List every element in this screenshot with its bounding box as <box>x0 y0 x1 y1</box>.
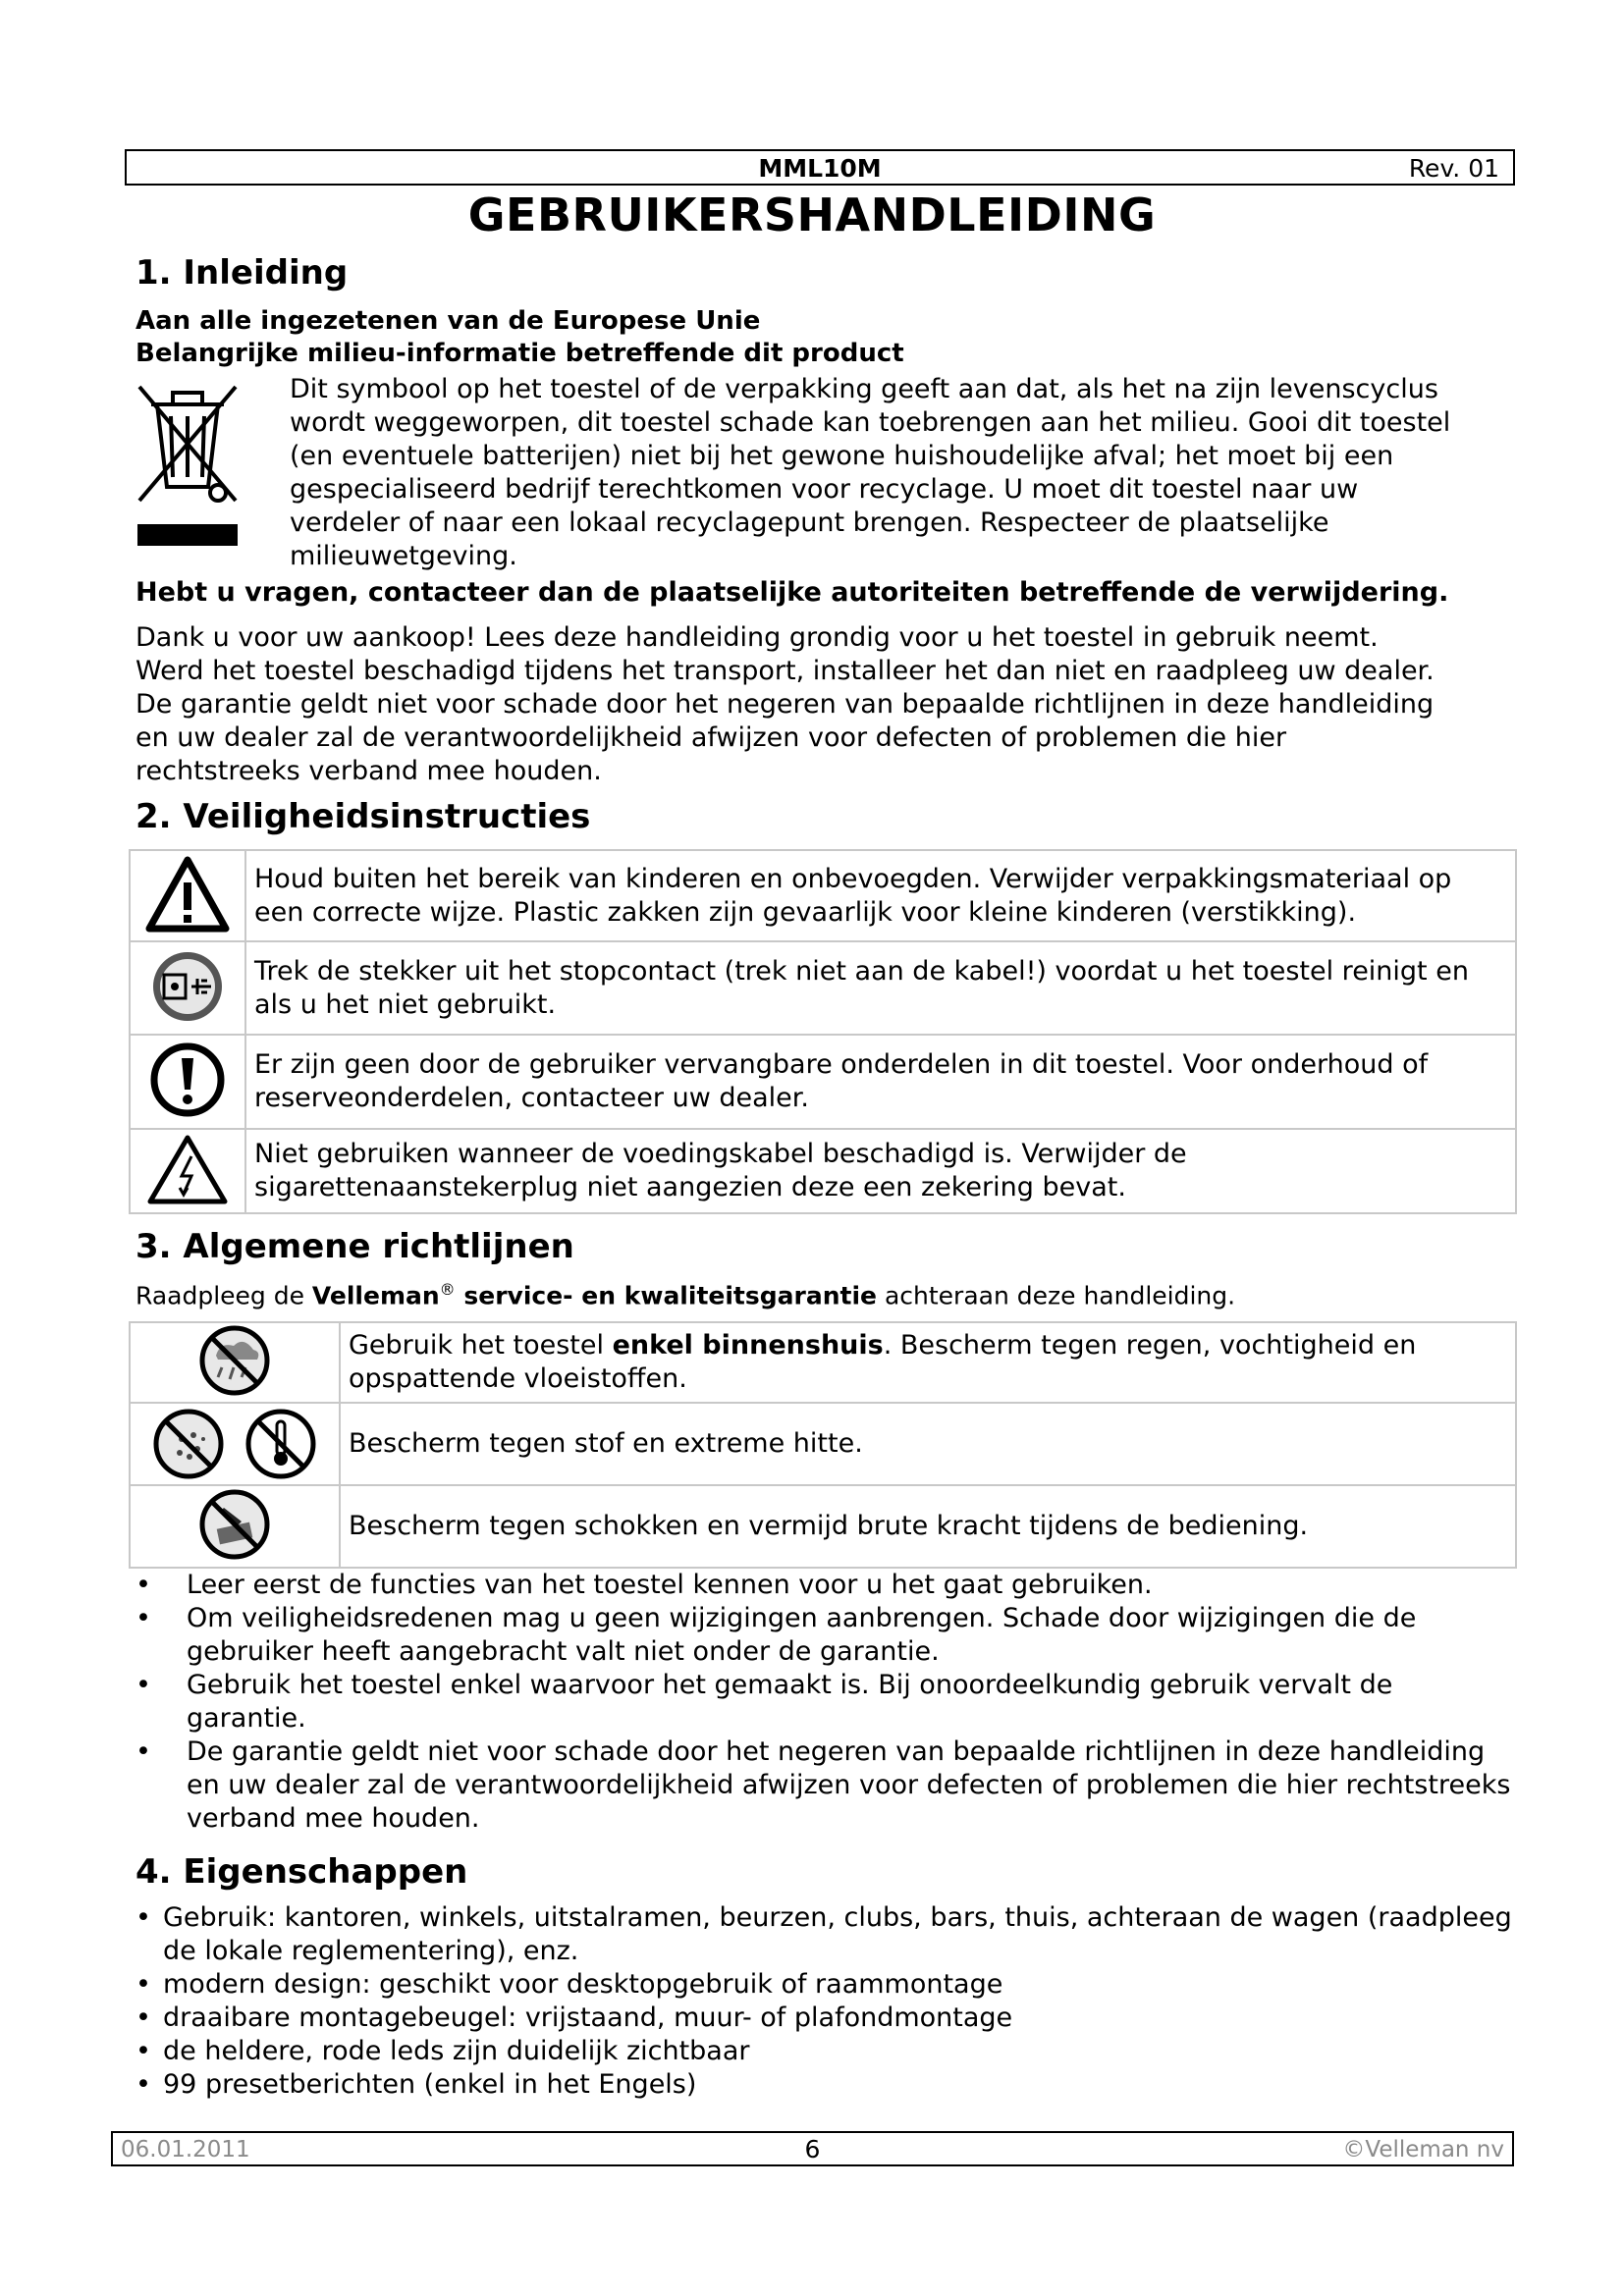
guideline-row <box>130 1485 1516 1568</box>
list-item-text: De garantie geldt niet voor schade door het negeren van bepaalde richtlijnen in deze handleiding en uw dealer zal de verantwoordelijkheid afwijzen voor defecten of problemen die hier rechtstreeks verband mee houden. <box>187 1736 1511 1834</box>
safety-text: Er zijn geen door de gebruiker vervangbare onderdelen in dit toestel. Voor onderhoud of reserveonderdelen, contacteer uw dealer. <box>245 1035 1516 1129</box>
page-header <box>125 149 1515 186</box>
guidelines-table <box>129 1321 1517 1569</box>
guideline-text: Bescherm tegen schokken en vermijd brute kracht tijdens de bediening. <box>340 1485 1516 1568</box>
footer-copyright: ©Velleman nv <box>1342 2137 1504 2163</box>
list-item: • Gebruik het toestel enkel waarvoor het gemaakt is. Bij onoordeelkundig gebruik vervalt de garantie. <box>135 1670 1393 1734</box>
list-item-text: Gebruik: kantoren, winkels, uitstalramen, beurzen, clubs, bars, thuis, achteraan de wagen (raadpleeg de lokale reglementering), enz. <box>163 1902 1512 1966</box>
guideline-text: Bescherm tegen stof en extreme hitte. <box>340 1403 1516 1485</box>
section-heading-richtlijnen: 3. Algemene richtlijnen <box>135 1227 574 1266</box>
list-item-text: Om veiligheidsredenen mag u geen wijzigingen aanbrengen. Schade door wijzigingen die de gebruiker heeft aangebracht valt niet onder de garantie. <box>187 1603 1417 1667</box>
page-number: 6 <box>804 2135 821 2163</box>
guideline-row <box>130 1322 1516 1403</box>
registered-mark: ® <box>439 1280 456 1299</box>
guideline-row <box>130 1403 1516 1485</box>
list-item-text: Gebruik het toestel enkel waarvoor het gemaakt is. Bij onoordeelkundig gebruik vervalt de garantie. <box>187 1670 1393 1734</box>
section-heading-eigenschappen: 4. Eigenschappen <box>135 1852 468 1892</box>
thanks-paragraph: Dank u voor uw aankoop! Lees deze handleiding grondig voor u het toestel in gebruik neemt. Werd het toestel beschadigd tijdens het transport, installeer het dan niet en raadpleeg uw dealer. De garantie geldt niet voor schade door het negeren van bepaalde richtlijnen in deze handleiding en uw dealer zal de verantwoordelijkheid afwijzen voor defecten of problemen die hier rechtstreeks verband mee houden. <box>135 622 1435 786</box>
list-item: • Om veiligheidsredenen mag u geen wijzigingen aanbrengen. Schade door wijzigingen die de gebruiker heeft aangebracht valt niet onder de garantie. <box>135 1603 1417 1667</box>
safety-text: Niet gebruiken wanneer de voedingskabel beschadigd is. Verwijder de sigarettenaanstekerplug niet aangezien deze een zekering bevat. <box>245 1129 1516 1213</box>
page-footer <box>111 2131 1514 2166</box>
indoor-only-emphasis: enkel binnenshuis <box>612 1330 884 1361</box>
safety-row <box>130 1129 1516 1213</box>
safety-table <box>129 849 1517 1214</box>
guideline-text-pre: Gebruik het toestel <box>349 1330 613 1361</box>
features-list <box>135 1901 1520 2102</box>
list-item-text: Leer eerst de functies van het toestel kennen voor u het gaat gebruiken. <box>187 1570 1153 1600</box>
warning-triangle-icon <box>145 855 230 934</box>
safety-text: Trek de stekker uit het stopcontact (trek niet aan de kabel!) voordat u het toestel reinigt en als u het niet gebruikt. <box>245 941 1516 1035</box>
weee-paragraph: Dit symbool op het toestel of de verpakking geeft aan dat, als het na zijn levenscyclus wordt weggeworpen, dit toestel schade kan toebrengen aan het milieu. Gooi dit toestel (en eventuele batterijen) niet bij het gewone huishoudelijke afval; het moet bij een gespecialiseerd bedrijf terechtkomen voor recyclage. U moet dit toestel naar uw verdeler of naar een lokaal recyclagepunt brengen. Respecteer de plaatselijke milieuwetgeving. <box>290 374 1451 571</box>
list-item: • Gebruik: kantoren, winkels, uitstalramen, beurzen, clubs, bars, thuis, achteraan de wagen (raadpleeg de lokale reglementering), enz. <box>135 1902 1512 1966</box>
document-title: GEBRUIKERSHANDLEIDING <box>467 188 1157 241</box>
list-item-text: draaibare montagebeugel: vrijstaand, muur- of plafondmontage <box>163 2002 1013 2033</box>
footer-date: 06.01.2011 <box>121 2137 250 2163</box>
exclamation-circle-icon <box>148 1041 227 1119</box>
no-rain-icon <box>198 1324 271 1397</box>
no-shock-icon <box>198 1488 271 1561</box>
list-item-text: de heldere, rode leds zijn duidelijk zichtbaar <box>163 2036 750 2066</box>
safety-row <box>130 1035 1516 1129</box>
eu-residents-line: Aan alle ingezetenen van de Europese Unie <box>135 306 761 336</box>
warranty-ref-pre: Raadpleeg de <box>135 1281 312 1310</box>
environment-info-line: Belangrijke milieu-informatie betreffende dit product <box>135 339 904 368</box>
safety-text: Houd buiten het bereik van kinderen en onbevoegden. Verwijder verpakkingsmateriaal op een correcte wijze. Plastic zakken zijn gevaarlijk voor kleine kinderen (verstikking). <box>245 850 1516 941</box>
list-item: • draaibare montagebeugel: vrijstaand, muur- of plafondmontage <box>135 2002 1013 2033</box>
list-item: • 99 presetberichten (enkel in het Engels) <box>135 2069 697 2100</box>
revision: Rev. 01 <box>1408 154 1499 183</box>
warranty-reference <box>135 1280 1235 1309</box>
model-number: MML10M <box>758 154 882 183</box>
safety-row <box>130 941 1516 1035</box>
list-item: • modern design: geschikt voor desktopgebruik of raammontage <box>135 1969 1003 2000</box>
crossed-bin-icon <box>134 377 242 552</box>
warranty-ref-bold: service- en kwaliteitsgarantie <box>455 1281 877 1310</box>
section-heading-veiligheid: 2. Veiligheidsinstructies <box>135 797 591 836</box>
safety-row <box>130 850 1516 941</box>
no-dust-icon <box>152 1408 225 1480</box>
warranty-ref-post: achteraan deze handleiding. <box>877 1281 1236 1310</box>
unplug-icon <box>150 949 225 1024</box>
list-item: • Leer eerst de functies van het toestel kennen voor u het gaat gebruiken. <box>135 1570 1153 1600</box>
no-heat-icon <box>244 1408 317 1480</box>
list-item-text: modern design: geschikt voor desktopgebruik of raammontage <box>163 1969 1003 2000</box>
brand-name: Velleman <box>311 1281 440 1310</box>
guidelines-list <box>135 1569 1520 1836</box>
list-item: • De garantie geldt niet voor schade door het negeren van bepaalde richtlijnen in deze handleiding en uw dealer zal de verantwoordelijkheid afwijzen voor defecten of problemen die hier rechtstreeks verband mee houden. <box>135 1736 1511 1834</box>
section-heading-inleiding: 1. Inleiding <box>135 253 349 293</box>
list-item: • de heldere, rode leds zijn duidelijk zichtbaar <box>135 2036 750 2066</box>
list-item-text: 99 presetberichten (enkel in het Engels) <box>163 2069 697 2100</box>
guideline-text-post: . Bescherm tegen regen, vochtigheid en opspattende vloeistoffen. <box>349 1330 1417 1394</box>
high-voltage-icon <box>146 1133 229 1205</box>
disposal-questions-line: Hebt u vragen, contacteer dan de plaatselijke autoriteiten betreffende de verwijdering. <box>135 577 1449 608</box>
guideline-text <box>340 1322 1516 1403</box>
